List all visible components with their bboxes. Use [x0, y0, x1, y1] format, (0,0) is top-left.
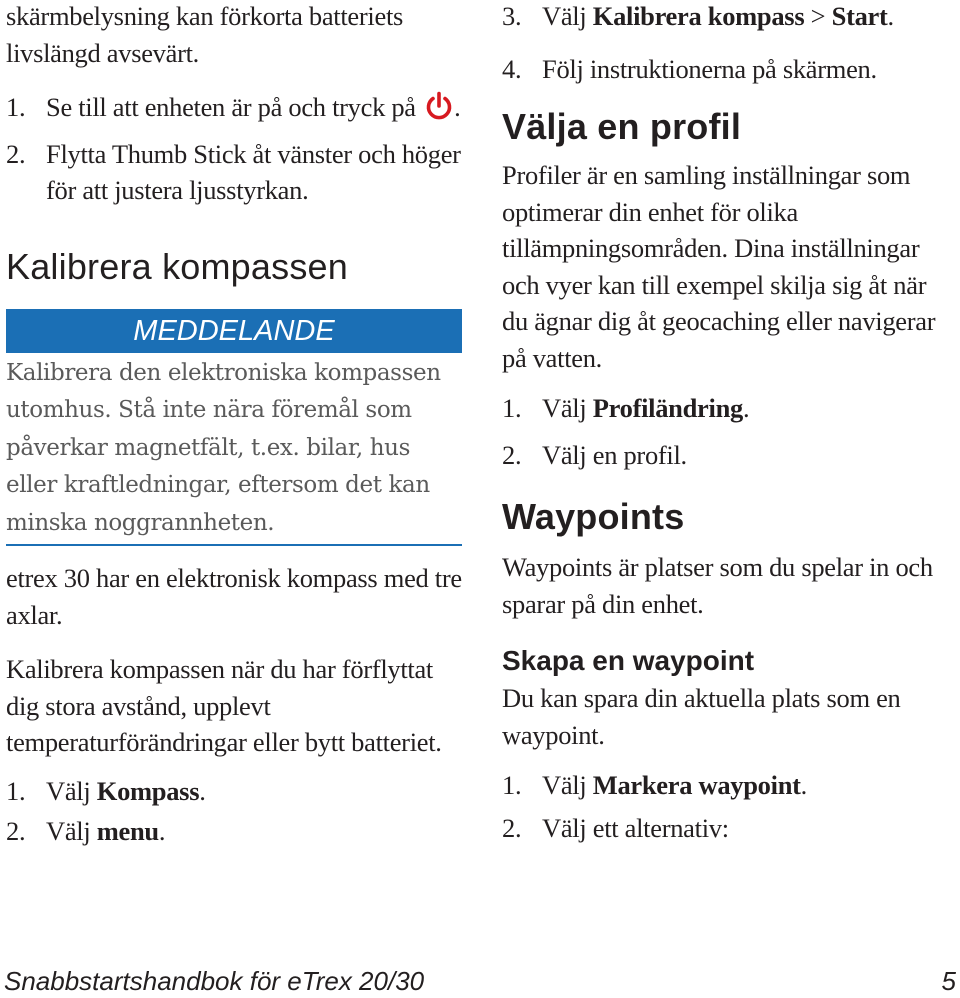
profile-steps	[502, 390, 954, 473]
footer-title: Snabbstartshandbok för eTrex 20/30	[4, 966, 425, 996]
step-text: Välj	[46, 775, 97, 806]
step-punct: .	[158, 816, 166, 846]
left-column	[6, 0, 462, 850]
step-text: Följ instruktionerna på skärmen.	[542, 53, 877, 84]
step-text: Se till att enheten är på och tryck på	[46, 92, 416, 122]
waypoints-paragraph: Waypoints är platser som du spelar in och sparar på din enhet.	[502, 552, 933, 619]
step-bold-term: Kompass	[96, 775, 200, 806]
heading-choose-profile: Välja en profil	[502, 106, 742, 147]
list-item	[502, 390, 954, 427]
step-number: 4.	[502, 53, 522, 84]
step-text: Välj en profil.	[542, 439, 687, 470]
compass-steps-continued	[502, 0, 954, 87]
list-item	[6, 89, 462, 126]
list-item	[502, 767, 954, 804]
step-punct: .	[199, 775, 206, 806]
right-column	[502, 0, 954, 846]
step-bold-term: Profiländring	[592, 393, 743, 423]
notice-label: MEDDELANDE	[6, 309, 462, 353]
calibrate-when-paragraph: Kalibrera kompassen när du har förflyttat dig stora avstånd, upplevt temperaturförändringar eller bytt batteriet.	[6, 654, 442, 757]
step-number: 1.	[502, 770, 522, 800]
list-item	[502, 0, 954, 35]
step-bold-term: Markera waypoint	[592, 770, 801, 800]
step-text: Välj	[542, 393, 593, 423]
notice-divider	[6, 544, 462, 546]
step-bold-term: Kalibrera kompass	[592, 1, 805, 31]
step-punct: .	[742, 393, 750, 423]
step-number: 1.	[502, 393, 522, 423]
list-item	[6, 773, 462, 810]
brightness-steps	[6, 89, 462, 209]
compass-info-paragraph: etrex 30 har en elektronisk kompass med tre axlar.	[6, 563, 462, 630]
subheading-create-waypoint: Skapa en waypoint	[502, 645, 755, 676]
step-number: 2.	[502, 439, 522, 470]
list-item	[6, 136, 462, 209]
heading-calibrate-compass: Kalibrera kompassen	[6, 245, 348, 287]
profile-paragraph: Profiler är en samling inställningar som optimerar din enhet för olika tillämpningsområden. Dina inställningar och vyer kan till exempel skilja sig åt när du ägnar dig åt geocaching eller navigerar på vatten.	[502, 160, 936, 373]
step-text: Flytta Thumb Stick åt vänster och höger för att justera ljusstyrkan.	[46, 138, 461, 205]
step-punct: .	[887, 1, 894, 31]
step-number: 2.	[502, 812, 522, 843]
power-icon	[424, 91, 454, 123]
step-number: 1.	[6, 92, 26, 122]
list-item	[6, 813, 462, 850]
step-bold-term: Start	[831, 1, 888, 31]
notice-text: Kalibrera den elektroniska kompassen utomhus. Stå inte nära föremål som påverkar magnetfält, t.ex. bilar, hus eller kraftledningar, eftersom det kan minska noggrannheten.	[6, 359, 441, 536]
compass-steps	[6, 773, 462, 850]
page-number: 5	[941, 966, 956, 996]
list-item	[502, 437, 954, 474]
notice-box	[6, 309, 462, 547]
step-number: 2.	[6, 816, 26, 846]
step-number: 2.	[6, 138, 26, 169]
step-text: Välj ett alternativ:	[542, 812, 729, 843]
step-text: Välj	[46, 816, 97, 846]
list-item	[502, 51, 954, 88]
list-item	[502, 810, 954, 847]
step-number: 1.	[6, 775, 26, 806]
intro-paragraph: skärmbelysning kan förkorta batteriets livslängd avsevärt.	[6, 1, 404, 68]
create-waypoint-paragraph: Du kan spara din aktuella plats som en waypoint.	[502, 683, 901, 750]
step-punct: .	[800, 770, 807, 800]
step-suffix: .	[454, 92, 461, 122]
heading-waypoints: Waypoints	[502, 496, 685, 537]
step-text: Välj	[542, 1, 593, 31]
step-bold-term: menu	[96, 816, 159, 846]
step-number: 3.	[502, 1, 522, 31]
step-text: Välj	[542, 770, 593, 800]
step-separator: >	[804, 1, 832, 31]
create-waypoint-steps	[502, 767, 954, 846]
